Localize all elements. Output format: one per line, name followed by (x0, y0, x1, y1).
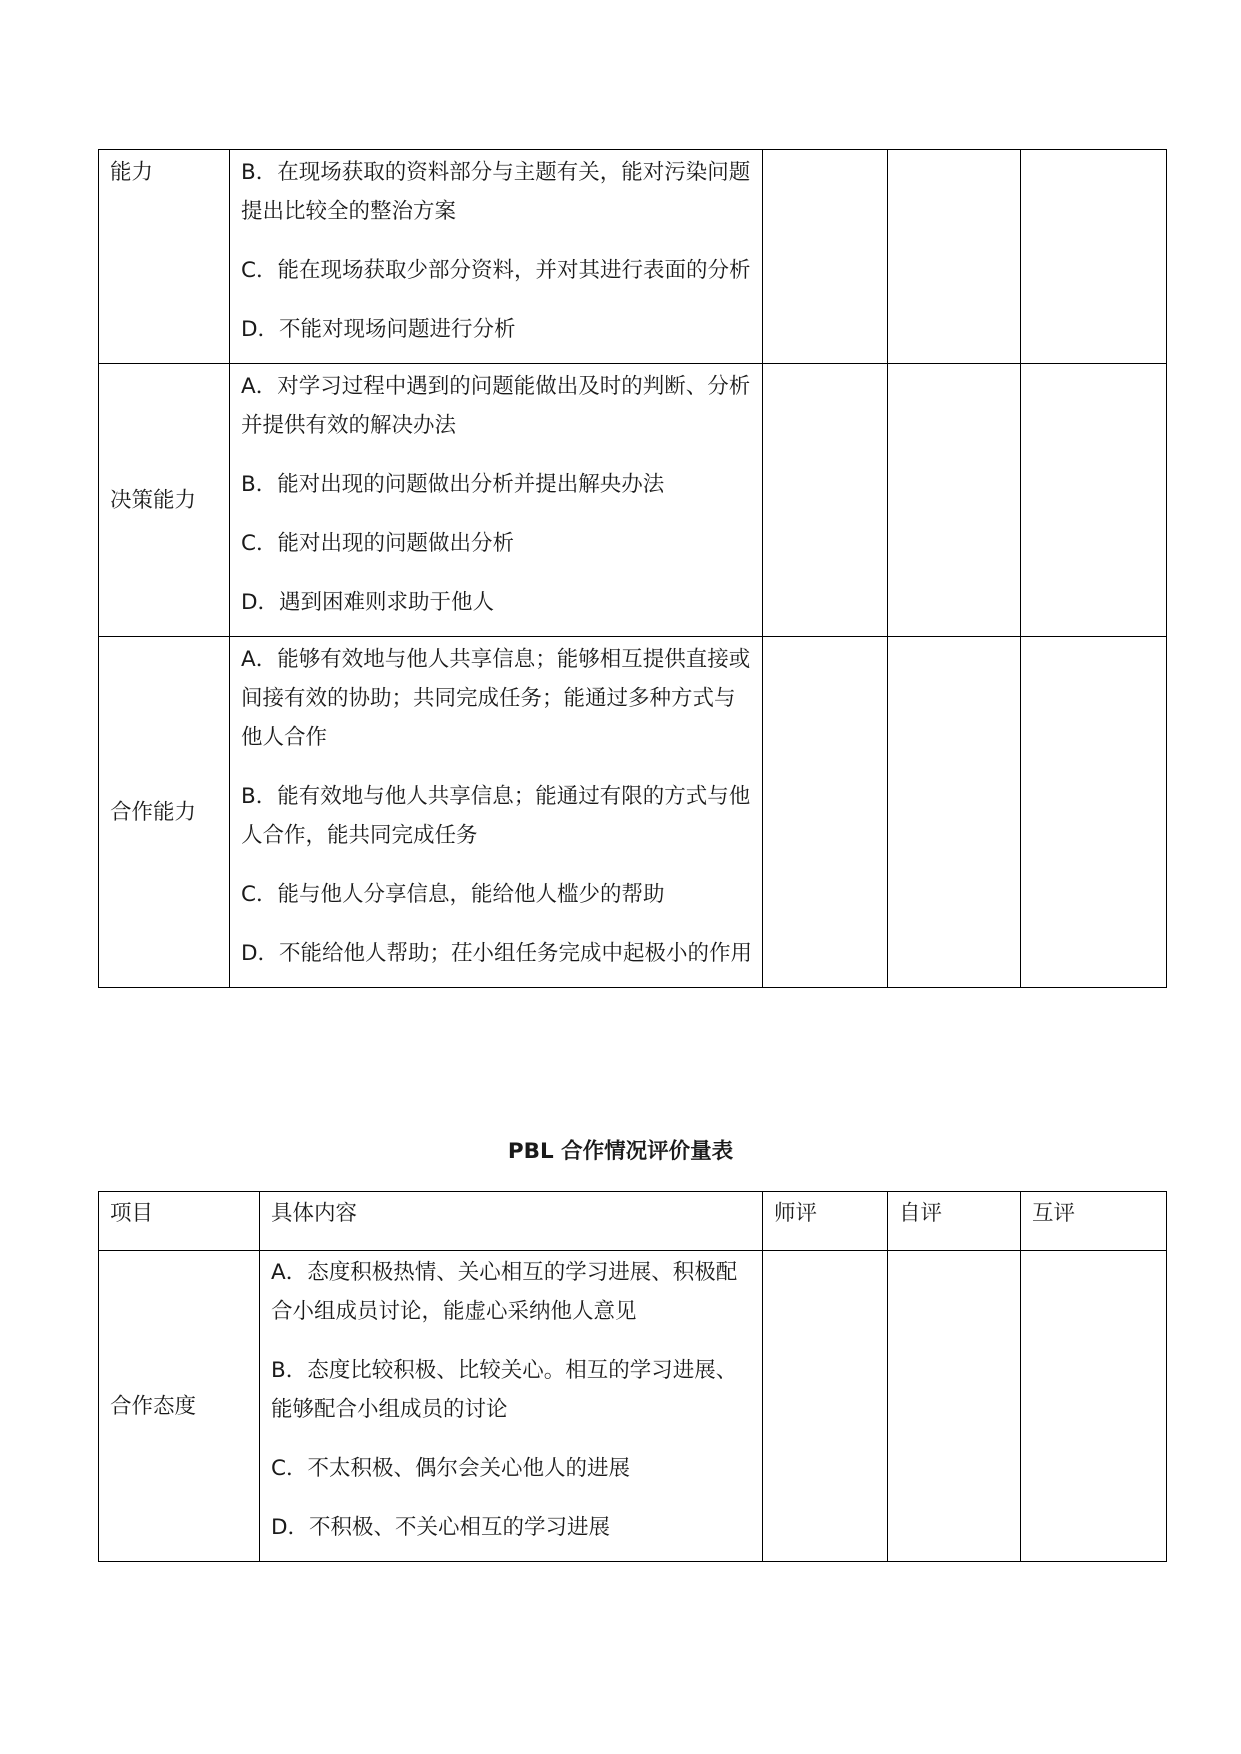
row-label: 能力 (99, 150, 230, 364)
teacher-score-cell (763, 364, 888, 637)
criterion-text: C．能在现场获取少部分资料，并对其进行表面的分析 (241, 258, 751, 283)
header-self-score: 自评 (888, 1192, 1021, 1251)
teacher-score-cell (763, 637, 888, 988)
criterion-text: C．能对出现的问题做出分析 (241, 531, 515, 556)
criterion-text: B．态度比较积极、比较关心。相互的学习进展、能够配合小组成员的讨论 (271, 1358, 738, 1422)
self-score-cell (888, 364, 1021, 637)
header-teacher-score: 师评 (763, 1192, 888, 1251)
header-content: 具体内容 (260, 1192, 763, 1251)
header-peer-score: 互评 (1021, 1192, 1167, 1251)
row-label: 决策能力 (99, 364, 230, 637)
criterion-text: A．对学习过程中遇到的问题能做出及时的判断、分析并提供有效的解决办法 (241, 374, 751, 438)
teacher-score-cell (763, 1251, 888, 1562)
row-label: 合作能力 (99, 637, 230, 988)
table-row (99, 637, 1167, 988)
criterion-text: D．遇到困难则求助于他人 (241, 590, 495, 615)
peer-score-cell (1021, 1251, 1167, 1562)
criterion-text: B．能有效地与他人共享信息；能通过有限的方式与他人合作，能共同完成任务 (241, 784, 751, 848)
self-score-cell (888, 1251, 1021, 1562)
table-heading: PBL 合作情况评价量表 (507, 1139, 734, 1164)
table-row (99, 364, 1167, 637)
criterion-text: A．能够有效地与他人共享信息；能够相互提供直接或间接有效的协助；共同完成任务；能通过多种方式与他人合作 (241, 647, 751, 750)
criterion-text: C．不太积极、偶尔会关心他人的进展 (271, 1456, 631, 1481)
criteria-cell (230, 364, 763, 637)
table-row (99, 150, 1167, 364)
header-item: 项目 (99, 1192, 260, 1251)
criterion-text: A．态度积极热情、关心相互的学习进展、积极配合小组成员讨论，能虚心采纳他人意见 (271, 1260, 738, 1324)
peer-score-cell (1021, 637, 1167, 988)
criterion-text: C．能与他人分享信息，能给他人槛少的帮助 (241, 882, 665, 907)
criterion-text: B．在现场获取的资料部分与主题有关，能对污染问题提出比较全的整治方案 (241, 160, 751, 224)
self-score-cell (888, 150, 1021, 364)
table-header-row (99, 1192, 1167, 1251)
self-score-cell (888, 637, 1021, 988)
criteria-cell (260, 1251, 763, 1562)
row-label: 合作态度 (99, 1251, 260, 1562)
table-row (99, 1251, 1167, 1562)
criterion-text: B．能对出现的问题做出分析并提出解央办法 (241, 472, 665, 497)
peer-score-cell (1021, 364, 1167, 637)
criteria-cell (230, 637, 763, 988)
criterion-text: D．不能给他人帮助；茌小组任务完成中起极小的作用 (241, 941, 753, 966)
cooperation-evaluation-table (98, 1191, 1167, 1562)
teacher-score-cell (763, 150, 888, 364)
criterion-text: D．不能对现场问题进行分析 (241, 317, 516, 342)
peer-score-cell (1021, 150, 1167, 364)
criterion-text: D．不积极、不关心相互的学习进展 (271, 1515, 611, 1540)
evaluation-table-continued (98, 149, 1167, 988)
criteria-cell (230, 150, 763, 364)
